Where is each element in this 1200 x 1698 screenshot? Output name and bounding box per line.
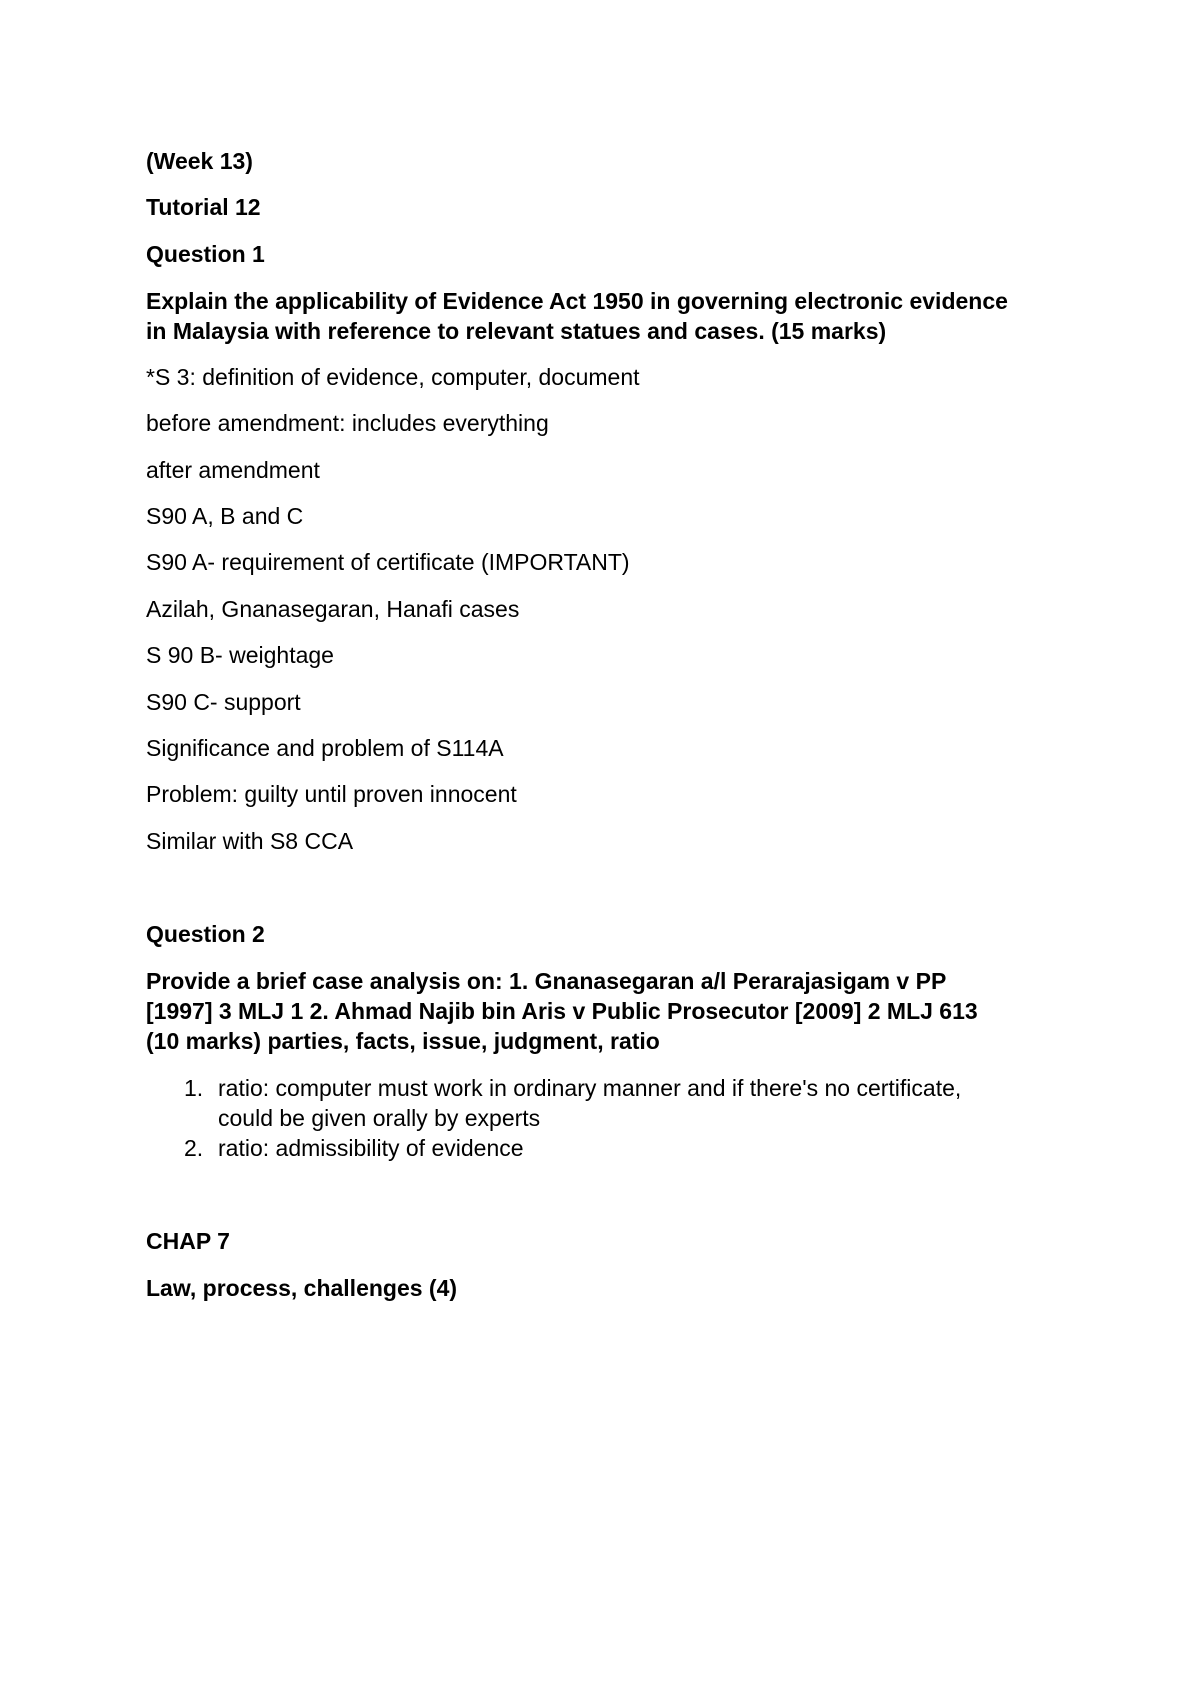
question-1-heading: Question 1 — [146, 241, 265, 267]
note-line: Significance and problem of S114A — [146, 735, 504, 761]
list-text-line-2: could be given orally by experts — [218, 1105, 541, 1131]
list-text-line-1: ratio: computer must work in ordinary manner and if there's no certificate, — [218, 1075, 962, 1101]
chapter-topic: Law, process, challenges (4) — [146, 1275, 458, 1301]
note-line: S90 A- requirement of certificate (IMPORTANT) — [146, 549, 630, 575]
note-line: S90 A, B and C — [146, 503, 304, 529]
question-2-prompt-line-2: [1997] 3 MLJ 1 2. Ahmad Najib bin Aris v Public Prosecutor [2009] 2 MLJ 613 — [146, 998, 978, 1024]
chapter-heading: CHAP 7 — [146, 1228, 230, 1254]
note-line: Azilah, Gnanasegaran, Hanafi cases — [146, 596, 520, 622]
list-number: 2. — [184, 1135, 204, 1161]
document-page — [146, 0, 1076, 1698]
question-1-prompt-line-1: Explain the applicability of Evidence Act 1950 in governing electronic evidence — [146, 288, 1008, 314]
list-number: 1. — [184, 1075, 204, 1101]
list-text-line-1: ratio: admissibility of evidence — [218, 1135, 524, 1161]
tutorial-title: Tutorial 12 — [146, 194, 261, 220]
week-label: (Week 13) — [146, 148, 253, 174]
question-2-heading: Question 2 — [146, 921, 265, 947]
note-line: Similar with S8 CCA — [146, 828, 354, 854]
question-2-prompt-line-3: (10 marks) parties, facts, issue, judgment, ratio — [146, 1028, 660, 1054]
note-line: *S 3: definition of evidence, computer, document — [146, 364, 640, 390]
note-line: Problem: guilty until proven innocent — [146, 781, 517, 807]
note-line: before amendment: includes everything — [146, 410, 549, 436]
note-line: S 90 B- weightage — [146, 642, 334, 668]
note-line: after amendment — [146, 457, 320, 483]
question-2-prompt-line-1: Provide a brief case analysis on: 1. Gnanasegaran a/l Perarajasigam v PP — [146, 968, 947, 994]
question-1-prompt-line-2: in Malaysia with reference to relevant statues and cases. (15 marks) — [146, 318, 887, 344]
note-line: S90 C- support — [146, 689, 301, 715]
